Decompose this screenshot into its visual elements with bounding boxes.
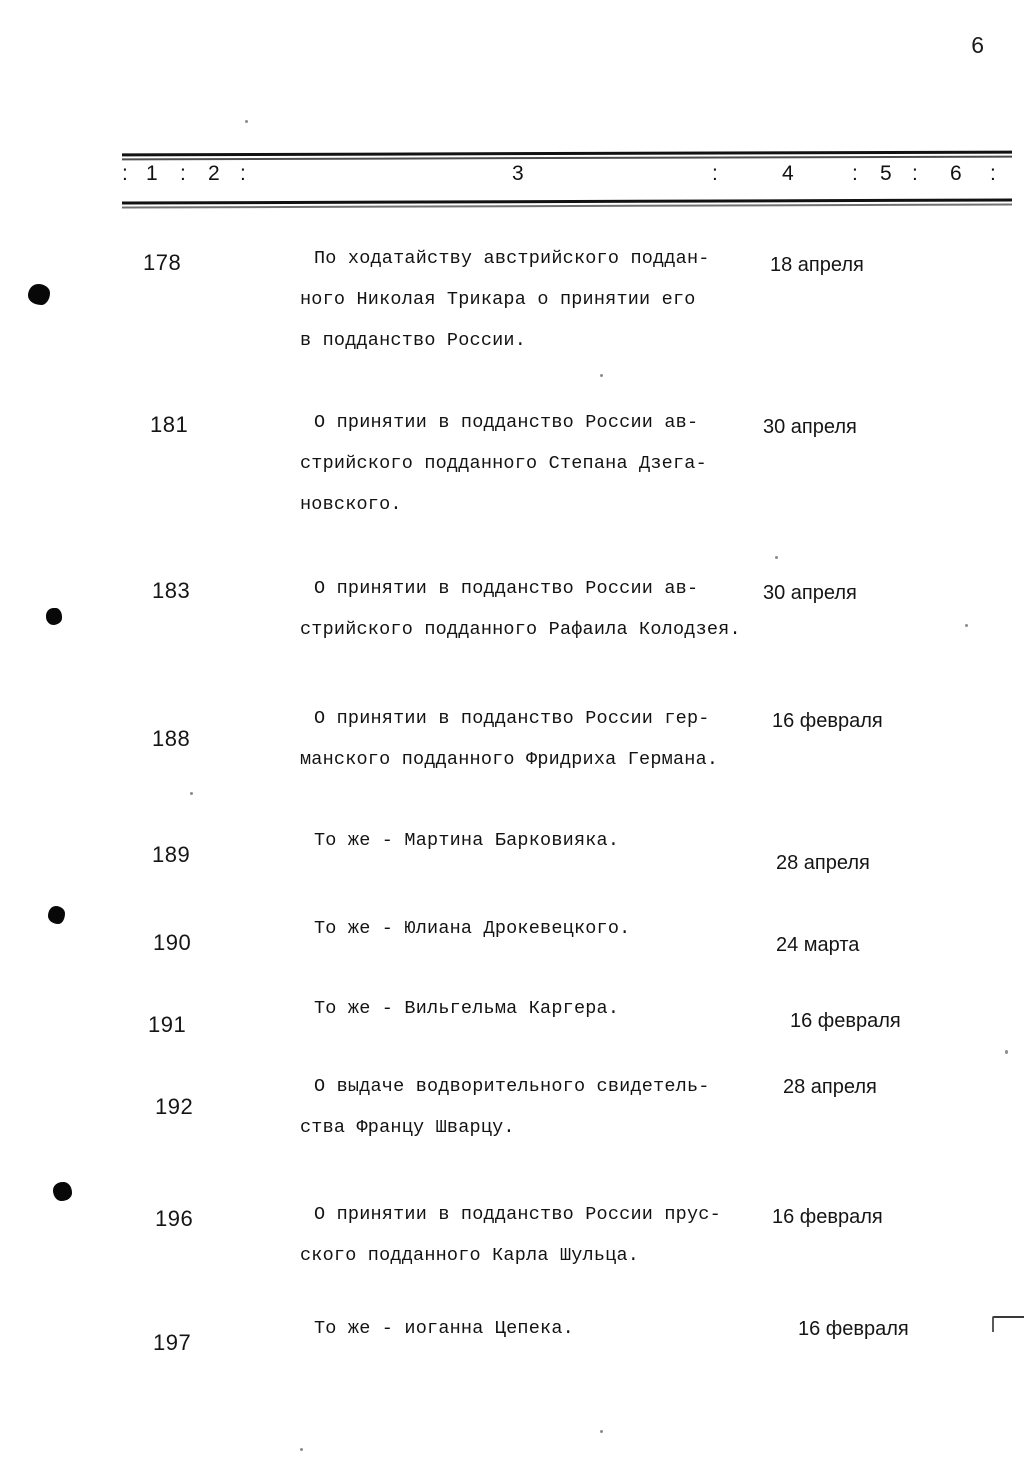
column-number-2: 2 [208,162,220,185]
scan-speck [245,120,248,123]
entry-description [300,988,770,1029]
entry-number: 183 [152,578,191,603]
entry-description-line: То же - Мартина Барковияка. [314,830,620,851]
scan-speck [600,374,603,377]
entry-description [300,820,770,861]
ink-blot-margin [53,1182,72,1201]
entry-description [300,568,770,650]
entry-number: 191 [148,1012,187,1037]
entry-date: 24 марта [776,934,860,956]
entry-description-line: О принятии в подданство России гер- [314,708,710,729]
column-number-6: 6 [950,162,962,185]
entry-description-line: То же - иоганна Цепека. [314,1318,574,1339]
entry-description-line: стрийского подданного Рафаила Колодзея. [300,619,741,640]
scan-speck [190,792,193,795]
page-number: 6 [971,32,984,58]
column-number-4: 4 [782,162,794,185]
entry-number: 190 [153,930,192,955]
entry-description [300,698,770,780]
ink-blot-margin [46,608,62,625]
entry-description-line: О выдаче водворительного свидетель- [314,1076,710,1097]
entry-description-line: манского подданного Фридриха Германа. [300,749,719,770]
column-separator: : [912,162,918,185]
entry-date: 28 апреля [776,852,870,874]
entry-date: 30 апреля [763,416,857,438]
entry-description [300,1194,770,1276]
entry-date: 16 февраля [772,710,883,732]
entry-number: 189 [152,842,191,867]
ink-blot-margin [28,284,50,305]
scan-speck [965,624,968,627]
entry-description [300,1066,770,1148]
page-edge-mark [992,1316,1024,1332]
entry-description [300,1308,770,1349]
scan-speck [600,1430,603,1433]
table-column-header [122,150,1012,208]
column-separator: : [122,162,128,185]
entry-date: 18 апреля [770,254,864,276]
entry-description [300,908,770,949]
entry-description-line: стрийского подданного Степана Дзега- [300,453,707,474]
entry-description-line: в подданство России. [300,330,527,351]
entry-description-line: О принятии в подданство России прус- [314,1204,721,1225]
entry-date: 16 февраля [790,1010,901,1032]
entry-description [300,402,770,525]
entry-description-line: То же - Юлиана Дрокевецкого. [314,918,631,939]
entry-description-line: О принятии в подданство России ав- [314,578,699,599]
entry-description-line: новского. [300,494,402,515]
entry-number: 181 [150,412,189,437]
entry-date: 16 февраля [798,1318,909,1340]
entry-date: 28 апреля [783,1076,877,1098]
entry-description-line: То же - Вильгельма Каргера. [314,998,620,1019]
entry-number: 192 [155,1094,194,1119]
column-number-5: 5 [880,162,892,185]
column-separator: : [990,162,996,185]
entry-description-line: ского подданного Карла Шульца. [300,1245,640,1266]
entry-description [300,238,770,361]
entry-number: 188 [152,726,191,751]
column-separator: : [180,162,186,185]
scan-speck [1005,1050,1008,1054]
entry-description-line: ного Николая Трикара о принятии его [300,289,696,310]
column-number-1: 1 [146,162,158,185]
entry-description-line: О принятии в подданство России ав- [314,412,699,433]
entry-date: 30 апреля [763,582,857,604]
entry-number: 197 [153,1330,192,1355]
entry-date: 16 февраля [772,1206,883,1228]
column-number-3: 3 [512,162,524,185]
entry-description-line: ства Францу Шварцу. [300,1117,515,1138]
scan-speck [775,556,778,559]
column-separator: : [852,162,858,185]
header-rule-bottom-2 [122,203,1012,208]
entry-number: 178 [143,250,182,275]
scan-speck [300,1448,303,1451]
entry-number: 196 [155,1206,194,1231]
ink-blot-margin [48,906,65,924]
column-separator: : [240,162,246,185]
entry-description-line: По ходатайству австрийского поддан- [314,248,710,269]
column-separator: : [712,162,718,185]
header-rule-top-2 [122,156,1012,161]
